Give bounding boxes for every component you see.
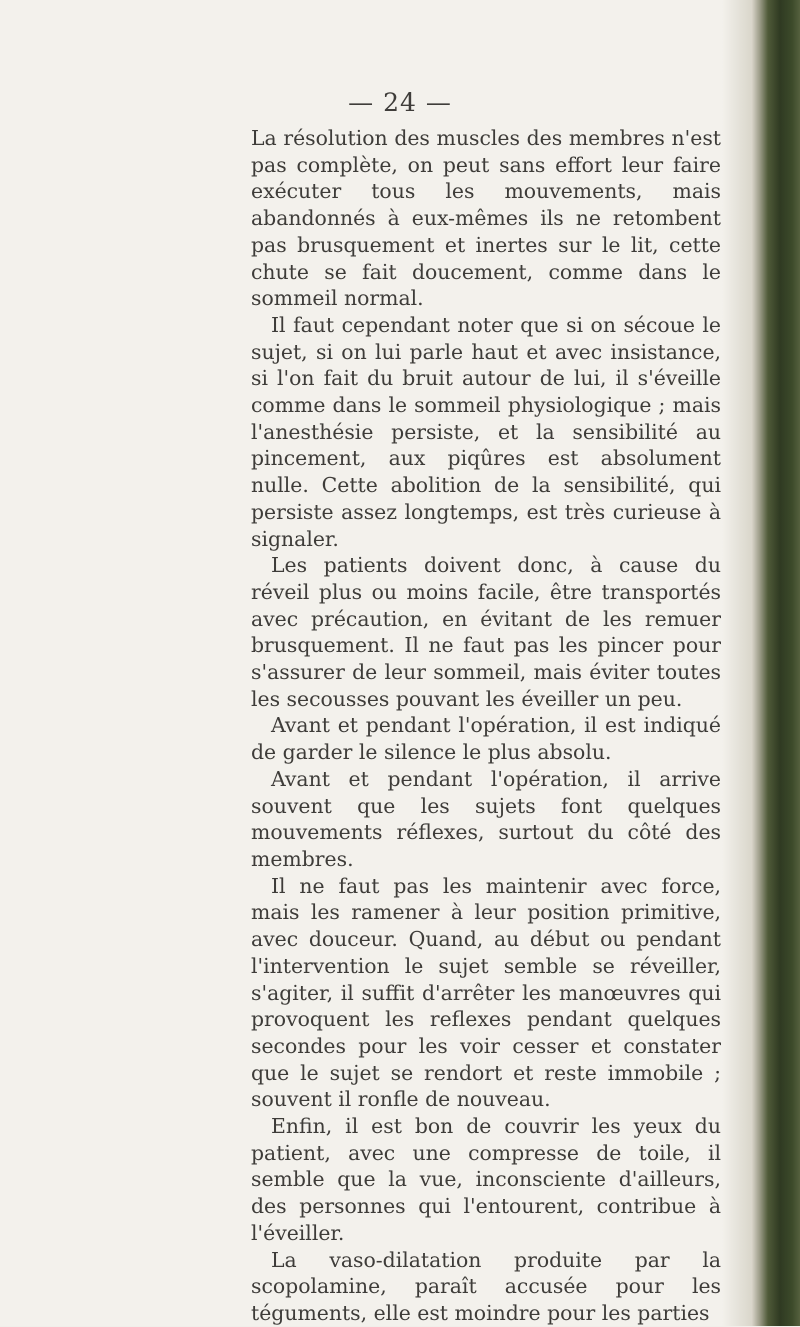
paragraph: Il ne faut pas les maintenir avec force, mais les ramener à leur position primitive, avec douceur. Quand, au début ou pendant l'intervention le sujet semble se réveiller, s'agiter, il suffit d'arrêter les manœuvres qui provoquent les reflexes pendant quelques secondes pour les voir cesser et constater que le sujet se rendort et reste immobile ; souvent il ronfle de nouveau. [251,873,721,1112]
paragraph: Avant et pendant l'opération, il est indiqué de garder le silence le plus absolu. [251,713,721,765]
paragraph: Enfin, il est bon de couvrir les yeux du patient, avec une compresse de toile, il semble que la vue, inconsciente d'ailleurs, des personnes qui l'entourent, contribue à l'éveiller. [251,1114,721,1245]
body-text [251,125,721,1327]
paragraph: La résolution des muscles des membres n'est pas complète, on peut sans effort leur faire exécuter tous les mouvements, mais abandonnés à eux-mêmes ils ne retombent pas brusquement et inertes sur le lit, cette chute se fait doucement, comme dans le sommeil normal. [251,126,721,311]
paragraph: Les patients doivent donc, à cause du réveil plus ou moins facile, être transportés avec précaution, en évitant de les remuer brusquement. Il ne faut pas les pincer pour s'assurer de leur sommeil, mais éviter toutes les secousses pouvant les éveiller un peu. [251,553,721,711]
page-gutter-shadow [722,0,752,1326]
paragraph: Avant et pendant l'opération, il arrive souvent que les sujets font quelques mouvements réflexes, surtout du côté des membres. [251,766,721,871]
book-edge [752,0,800,1326]
paragraph: La vaso-dilatation produite par la scopolamine, paraît accusée pour les téguments, elle est moindre pour les parties [251,1247,721,1325]
paragraph: Il faut cependant noter que si on sécoue le sujet, si on lui parle haut et avec insistance, si l'on fait du bruit autour de lui, il s'éveille comme dans le sommeil physiologique ; mais l'anesthésie persiste, et la sensibilité au pincement, aux piqûres est absolument nulle. Cette abolition de la sensibilité, qui persiste assez longtemps, est très curieuse à signaler. [251,312,721,551]
page-number: — 24 — [348,88,452,117]
